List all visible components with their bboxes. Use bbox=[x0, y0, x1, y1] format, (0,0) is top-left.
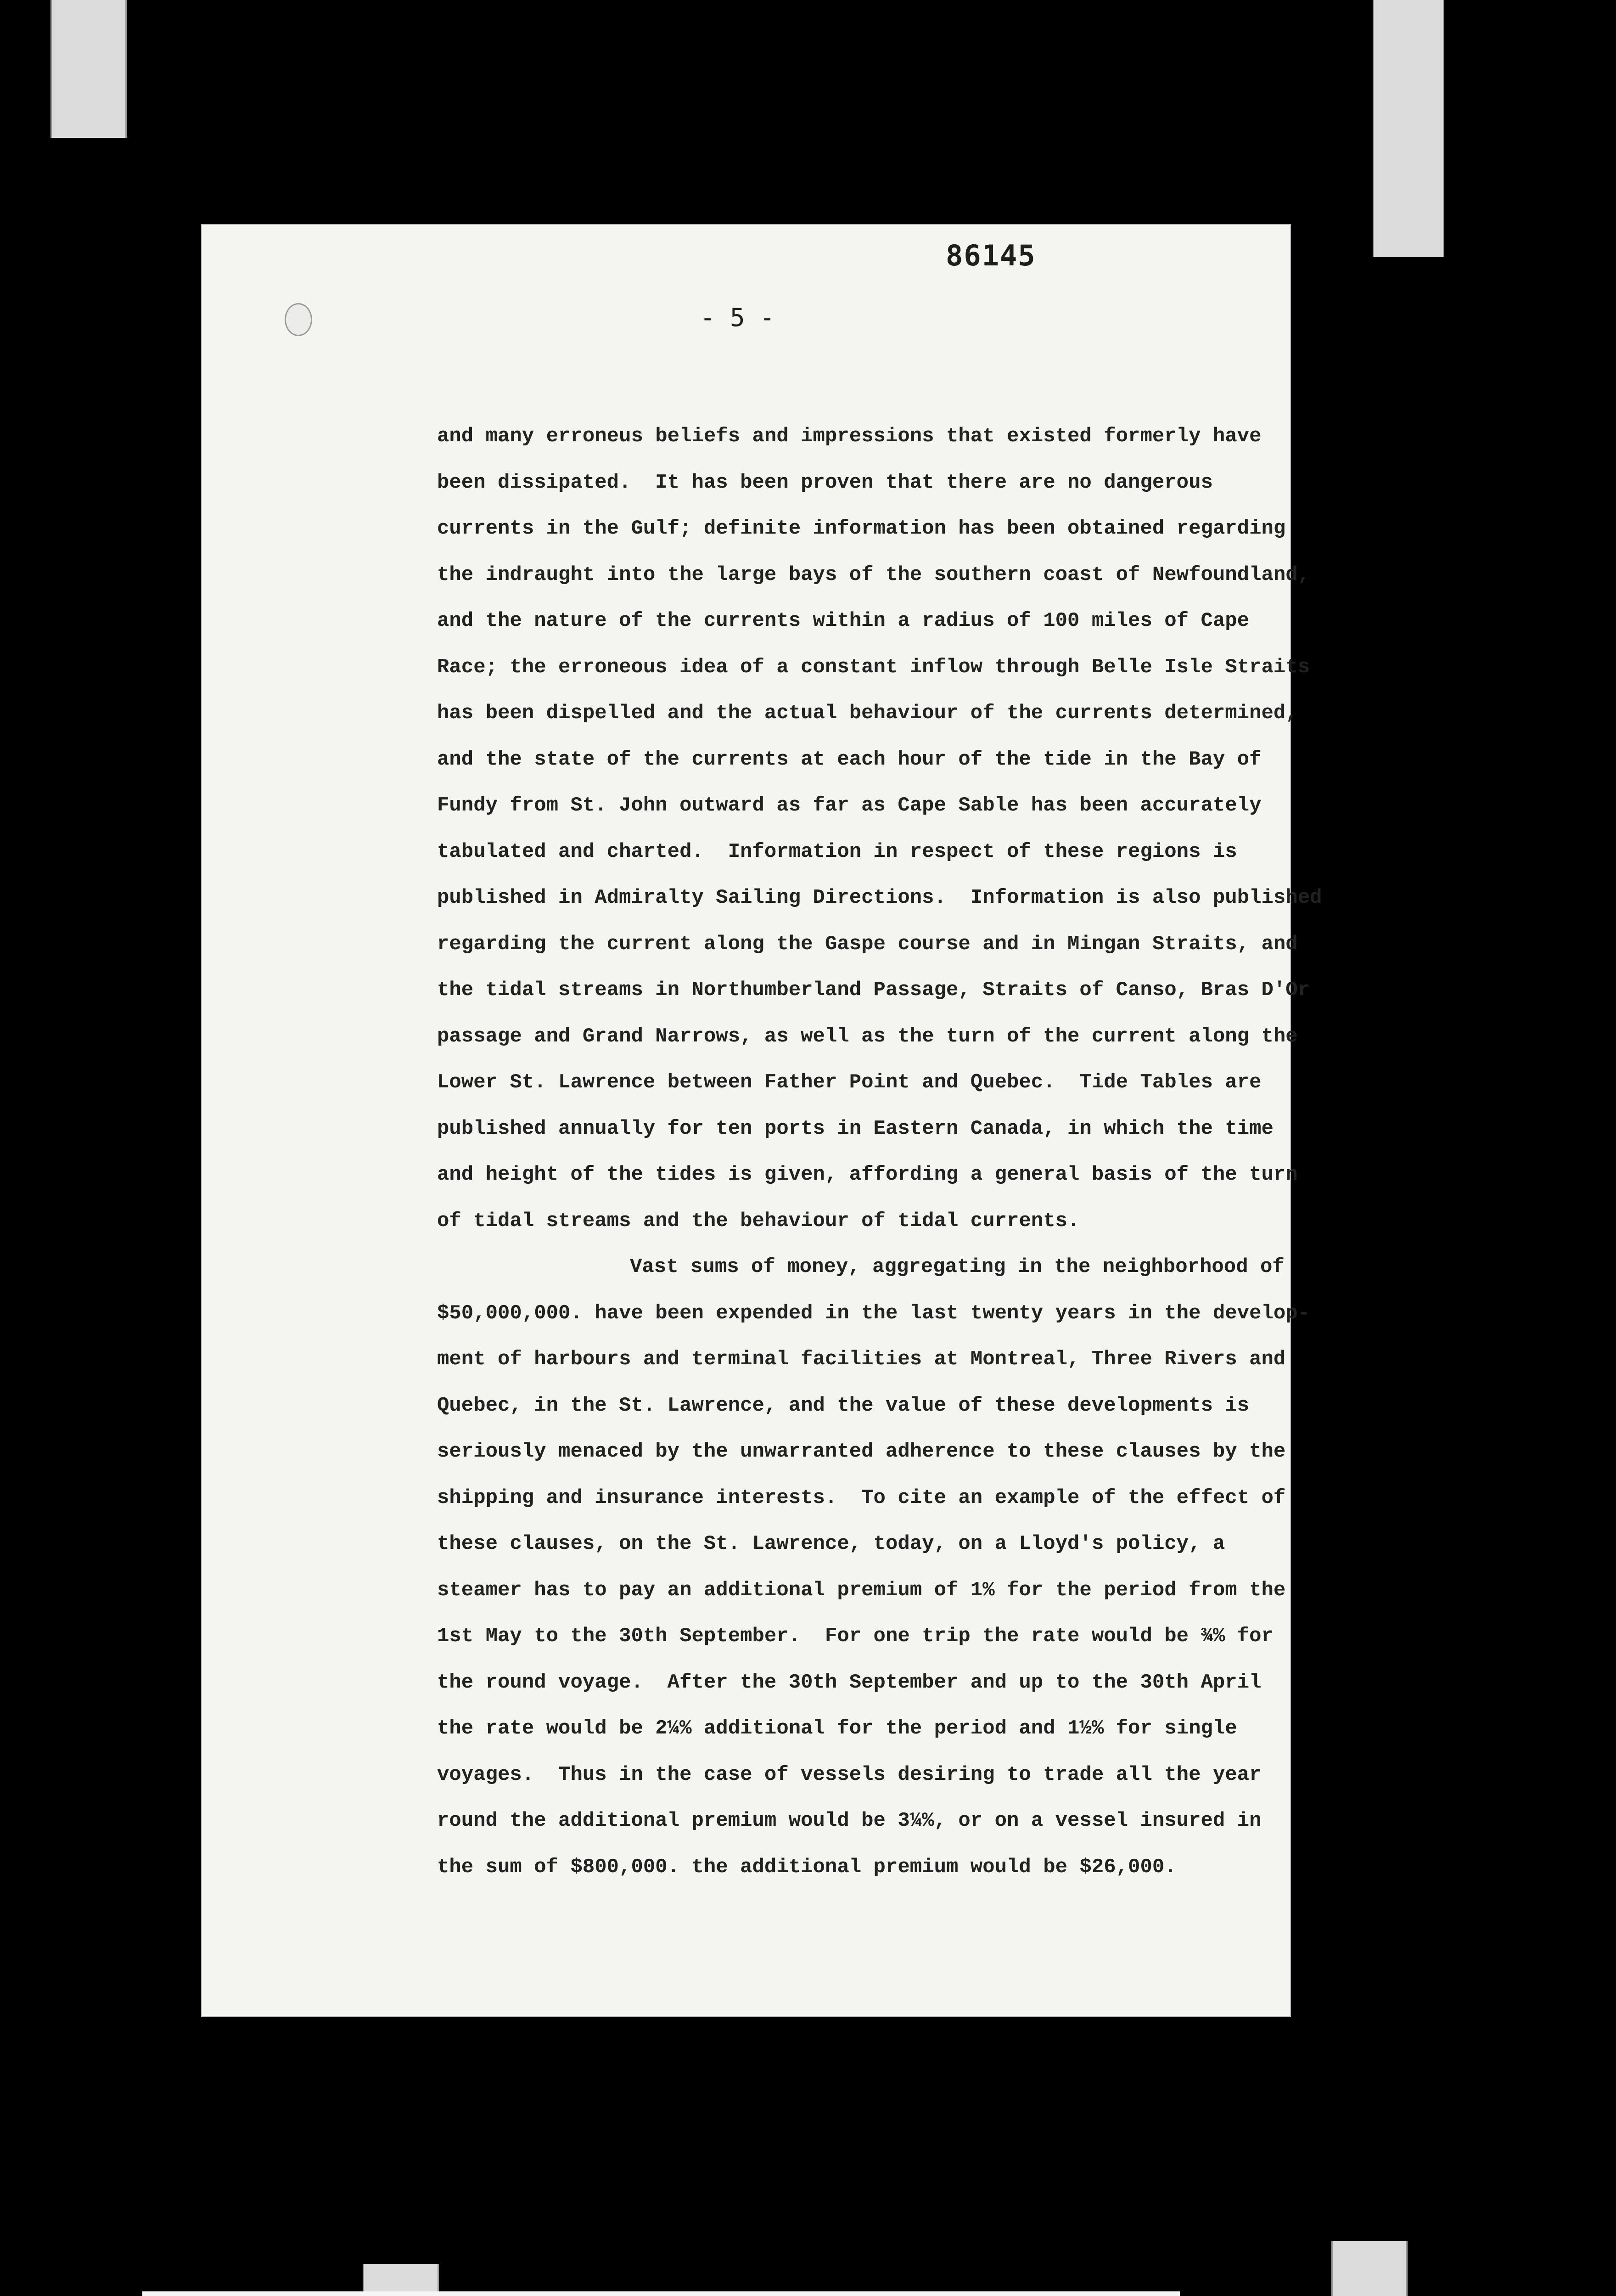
text-line: Fundy from St. John outward as far as Cape Sable has been accurately bbox=[437, 794, 1262, 817]
text-line: published annually for ten ports in Eastern Canada, in which the time bbox=[437, 1117, 1274, 1140]
text-line: Vast sums of money, aggregating in the neighborhood of bbox=[630, 1255, 1285, 1278]
text-line: these clauses, on the St. Lawrence, today, on a Lloyd's policy, a bbox=[437, 1532, 1225, 1555]
text-line: the rate would be 2¼% additional for the period and 1½% for single bbox=[437, 1717, 1237, 1740]
text-line: ment of harbours and terminal facilities at Montreal, Three Rivers and bbox=[437, 1348, 1286, 1371]
text-line: seriously menaced by the unwarranted adherence to these clauses by the bbox=[437, 1440, 1286, 1463]
text-line: Lower St. Lawrence between Father Point and Quebec. Tide Tables are bbox=[437, 1071, 1262, 1094]
tape-strip bbox=[50, 0, 127, 138]
text-line: the tidal streams in Northumberland Passage, Straits of Canso, Bras D'Or bbox=[437, 979, 1310, 1002]
tape-strip bbox=[1331, 2241, 1408, 2296]
text-line: and height of the tides is given, affording a general basis of the turn bbox=[437, 1163, 1298, 1186]
text-line: shipping and insurance interests. To cite an example of the effect of bbox=[437, 1486, 1286, 1509]
archive-label-card bbox=[142, 2291, 1180, 2296]
text-line: has been dispelled and the actual behaviour of the currents determined, bbox=[437, 702, 1298, 725]
text-line: been dissipated. It has been proven that there are no dangerous bbox=[437, 471, 1213, 494]
text-line: 1st May to the 30th September. For one trip the rate would be ¾% for bbox=[437, 1625, 1274, 1648]
text-line: steamer has to pay an additional premium of 1% for the period from the bbox=[437, 1578, 1286, 1602]
text-line: the round voyage. After the 30th September and up to the 30th April bbox=[437, 1671, 1262, 1694]
text-line: published in Admiralty Sailing Directions. Information is also published bbox=[437, 886, 1322, 909]
text-line: passage and Grand Narrows, as well as the turn of the current along the bbox=[437, 1024, 1298, 1048]
text-line: round the additional premium would be 3¼%, or on a vessel insured in bbox=[437, 1809, 1262, 1832]
text-line: tabulated and charted. Information in respect of these regions is bbox=[437, 840, 1237, 863]
text-line: the sum of $800,000. the additional premium would be $26,000. bbox=[437, 1855, 1177, 1879]
tape-strip bbox=[1373, 0, 1444, 257]
text-line: currents in the Gulf; definite information has been obtained regarding bbox=[437, 517, 1286, 540]
text-line: regarding the current along the Gaspe course and in Mingan Straits, and bbox=[437, 932, 1298, 956]
text-line: voyages. Thus in the case of vessels desiring to trade all the year bbox=[437, 1763, 1262, 1786]
document-number: 86145 bbox=[946, 239, 1036, 272]
punch-hole-icon bbox=[285, 303, 312, 336]
text-line: the indraught into the large bays of the southern coast of Newfoundland, bbox=[437, 563, 1310, 586]
text-line: Quebec, in the St. Lawrence, and the value of these developments is bbox=[437, 1394, 1250, 1417]
text-line: Race; the erroneous idea of a constant inflow through Belle Isle Straits bbox=[437, 655, 1310, 679]
document-body bbox=[437, 413, 1322, 1890]
text-line: and many erroneus beliefs and impressions that existed formerly have bbox=[437, 425, 1262, 448]
text-line: and the nature of the currents within a radius of 100 miles of Cape bbox=[437, 609, 1250, 632]
page-number: - 5 - bbox=[700, 303, 775, 332]
text-line: $50,000,000. have been expended in the last twenty years in the develop- bbox=[437, 1301, 1310, 1325]
text-line: of tidal streams and the behaviour of tidal currents. bbox=[437, 1209, 1080, 1232]
text-line: and the state of the currents at each hour of the tide in the Bay of bbox=[437, 748, 1262, 771]
